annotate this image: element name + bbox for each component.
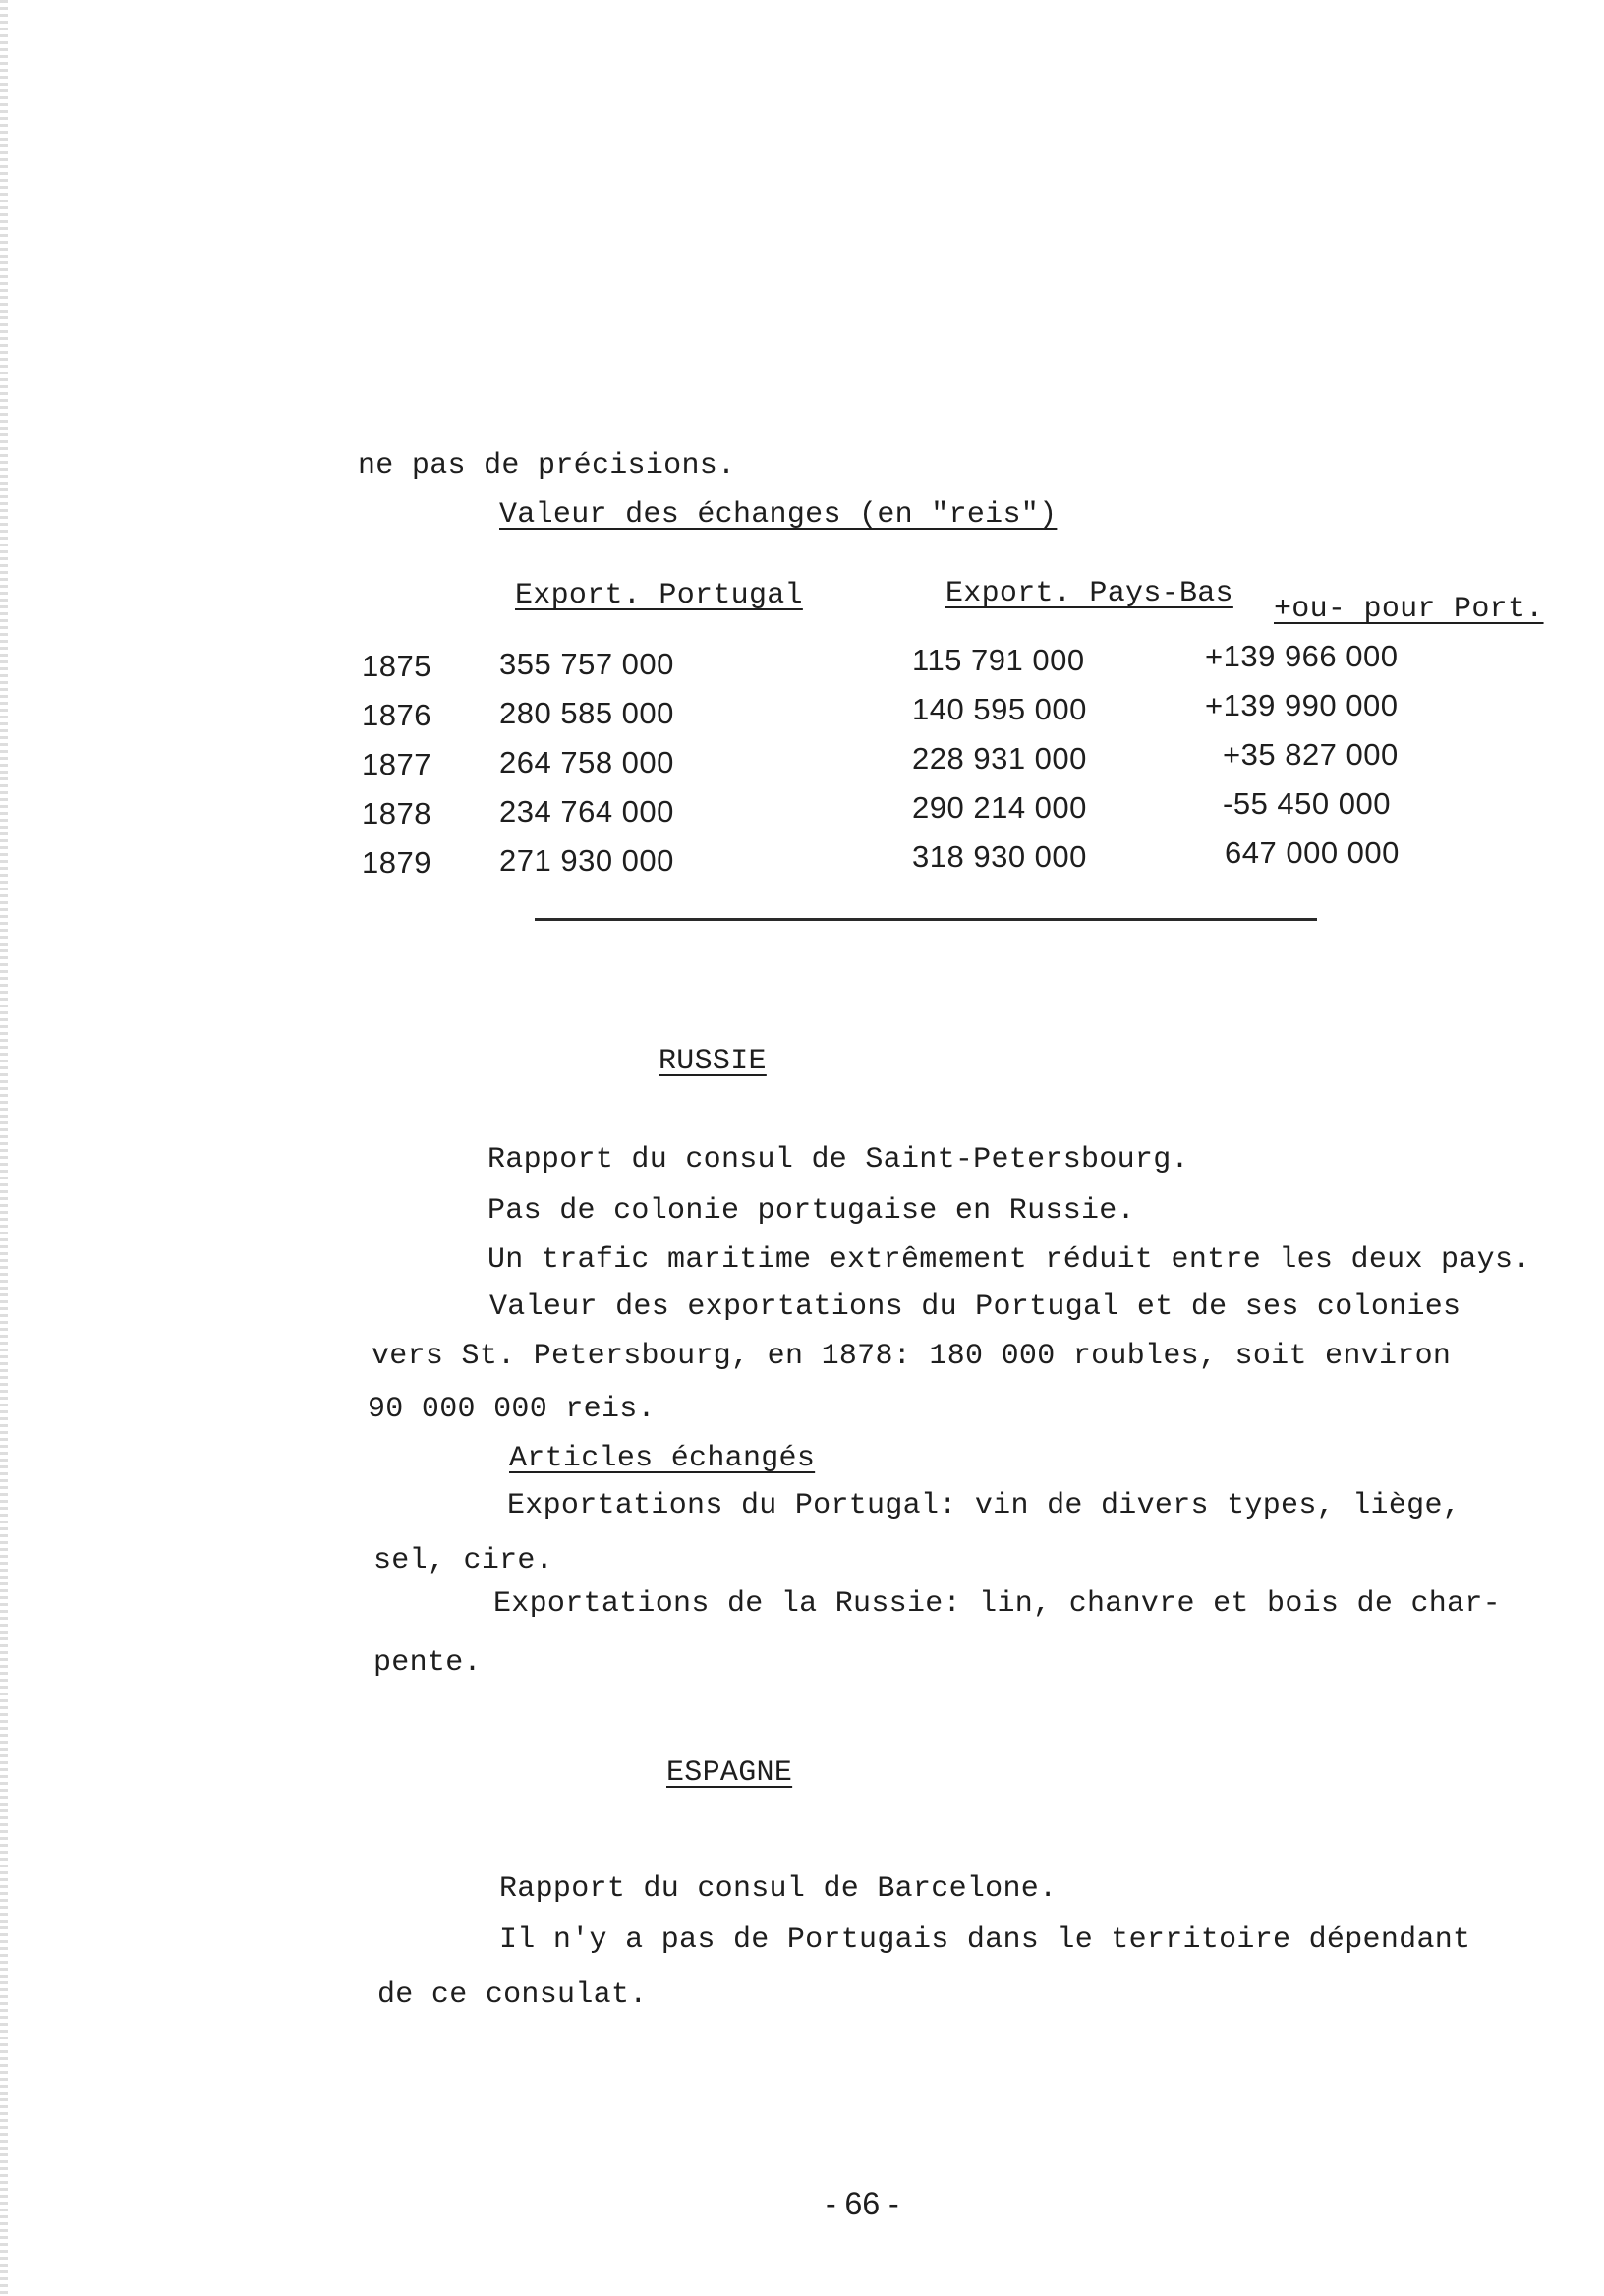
- row-portugal: 355 757 000: [499, 647, 674, 681]
- table-title: Valeur des échanges (en "reis"): [499, 498, 1058, 532]
- paragraph-line: 90 000 000 reis.: [368, 1393, 656, 1426]
- paragraph-line: vers St. Petersbourg, en 1878: 180 000 roubles, soit environ: [372, 1340, 1452, 1373]
- table-end-rule: [535, 918, 1317, 921]
- row-year: 1877: [362, 747, 431, 781]
- row-year: 1875: [362, 649, 431, 683]
- paragraph-line: Valeur des exportations du Portugal et de ses colonies: [489, 1291, 1461, 1324]
- row-diff: +35 827 000: [1223, 737, 1399, 772]
- row-paysbas: 115 791 000: [912, 643, 1085, 677]
- row-portugal: 280 585 000: [499, 696, 674, 730]
- row-portugal: 271 930 000: [499, 843, 674, 878]
- paragraph-line: Rapport du consul de Barcelone.: [499, 1872, 1058, 1906]
- paragraph-line: Il n'y a pas de Portugais dans le territoire dépendant: [499, 1923, 1471, 1957]
- row-paysbas: 290 214 000: [912, 790, 1087, 825]
- row-paysbas: 140 595 000: [912, 692, 1087, 726]
- intro-line: ne pas de précisions.: [358, 449, 736, 483]
- paragraph-line: Pas de colonie portugaise en Russie.: [487, 1194, 1135, 1228]
- row-year: 1878: [362, 796, 431, 831]
- header-export-paysbas: Export. Pays-Bas: [945, 577, 1233, 610]
- row-portugal: 234 764 000: [499, 794, 674, 829]
- row-diff: +139 966 000: [1205, 639, 1399, 673]
- header-export-portugal: Export. Portugal: [515, 579, 803, 612]
- paragraph-line: sel, cire.: [373, 1544, 554, 1578]
- row-paysbas: 318 930 000: [912, 839, 1087, 874]
- paragraph-line: Rapport du consul de Saint-Petersbourg.: [487, 1143, 1189, 1177]
- paragraph-line: Un trafic maritime extrêmement réduit entre les deux pays.: [487, 1243, 1531, 1277]
- scan-edge: [0, 0, 8, 2296]
- header-diff: +ou- pour Port.: [1274, 593, 1544, 626]
- paragraph-line: Exportations de la Russie: lin, chanvre et bois de char-: [493, 1587, 1501, 1621]
- row-diff: 647 000 000: [1225, 835, 1400, 870]
- row-paysbas: 228 931 000: [912, 741, 1087, 775]
- subheading-articles: Articles échangés: [509, 1442, 816, 1475]
- row-diff: +139 990 000: [1205, 688, 1399, 722]
- paragraph-line: Exportations du Portugal: vin de divers types, liège,: [507, 1489, 1461, 1522]
- row-diff: -55 450 000: [1223, 786, 1391, 821]
- row-portugal: 264 758 000: [499, 745, 674, 779]
- paragraph-line: pente.: [373, 1646, 482, 1680]
- section-heading: ESPAGNE: [666, 1756, 793, 1790]
- row-year: 1876: [362, 698, 431, 732]
- paragraph-line: de ce consulat.: [377, 1979, 648, 2012]
- page-number: - 66 -: [826, 2186, 899, 2221]
- row-year: 1879: [362, 845, 431, 880]
- section-heading: RUSSIE: [659, 1045, 767, 1078]
